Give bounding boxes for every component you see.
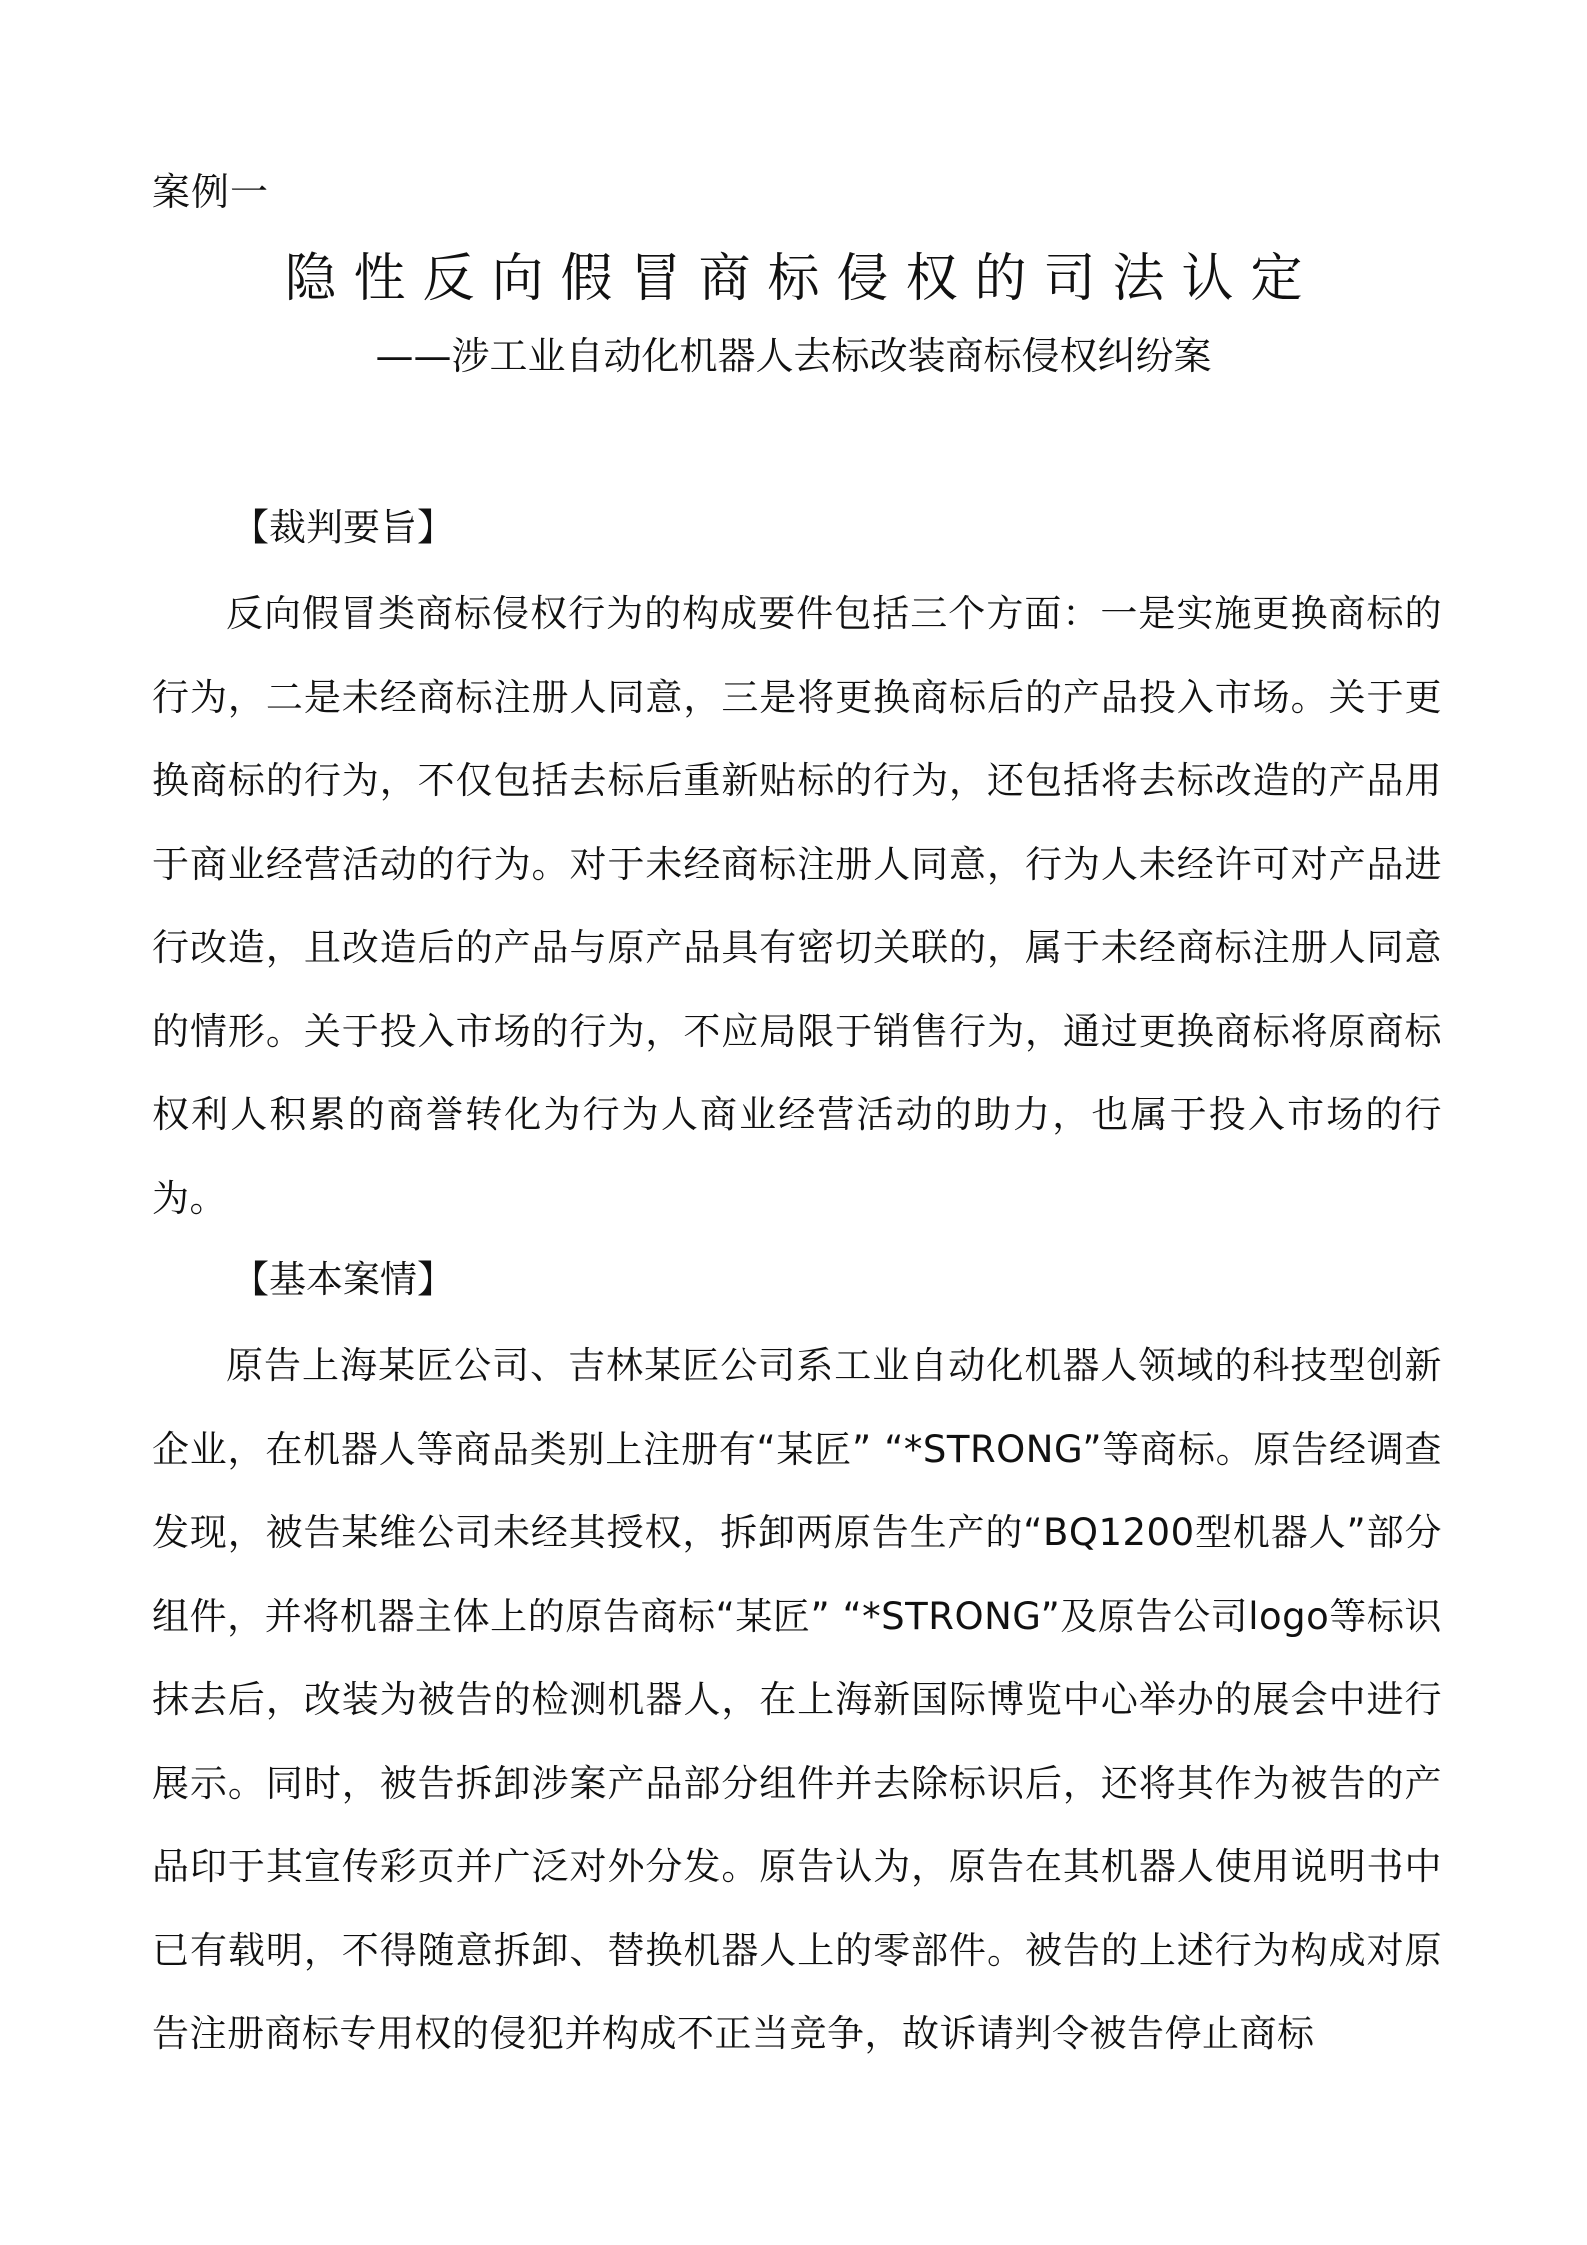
paragraph-basic-facts: 原告上海某匠公司、吉林某匠公司系工业自动化机器人领域的科技型创新企业，在机器人等商品类别上注册有“某匠” “*STRONG”等商标。原告经调查发现，被告某维公司未经其授权，拆卸两原告生产的“BQ1200型机器人”部分组件，并将机器主体上的原告商标“某匠” “*STRONG”及原告公司logo等标识抹去后，改装为被告的检测机器人，在上海新国际博览中心举办的展会中进行展示。同时，被告拆卸涉案产品部分组件并去除标识后，还将其作为被告的产品印于其宣传彩页并广泛对外分发。原告认为，原告在其机器人使用说明书中已有载明，不得随意拆卸、替换机器人上的零部件。被告的上述行为构成对原告注册商标专用权的侵犯并构成不正当竞争，故诉请判令被告停止商标 [152, 1344, 1442, 2055]
document-subtitle: ——涉工业自动化机器人去标改装商标侵权纠纷案 [375, 334, 1212, 378]
paragraph-judgment-gist: 反向假冒类商标侵权行为的构成要件包括三个方面：一是实施更换商标的行为，二是未经商标注册人同意，三是将更换商标后的产品投入市场。关于更换商标的行为，不仅包括去标后重新贴标的行为，还包括将去标改造的产品用于商业经营活动的行为。对于未经商标注册人同意，行为人未经许可对产品进行改造，且改造后的产品与原产品具有密切关联的，属于未经商标注册人同意的情形。关于投入市场的行为，不应局限于销售行为，通过更换商标将原商标权利人积累的商誉转化为行为人商业经营活动的助力，也属于投入市场的行为。 [152, 592, 1442, 1220]
section-heading-judgment-gist: 【裁判要旨】 [232, 506, 454, 549]
section-heading-basic-facts: 【基本案情】 [232, 1258, 454, 1301]
document-title: 隐性反向假冒商标侵权的司法认定 [284, 249, 1320, 309]
case-label: 案例一 [152, 170, 270, 214]
